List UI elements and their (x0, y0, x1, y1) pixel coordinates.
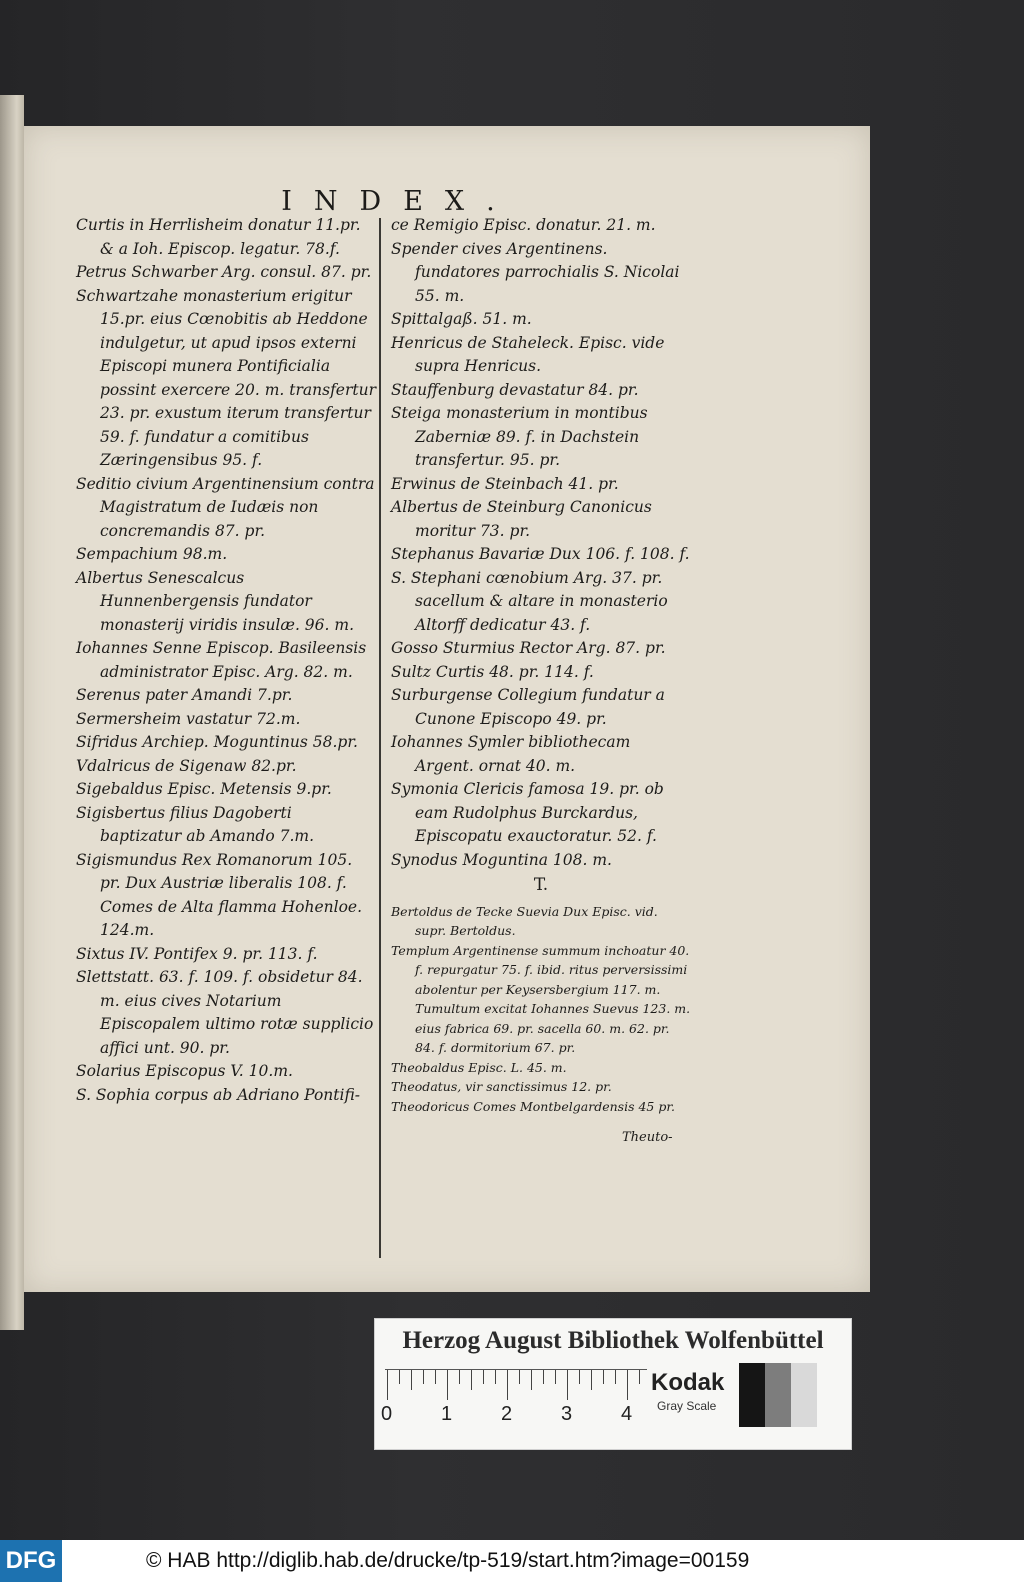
index-entry: Templum Argentinense summum inchoatur 40. f. repurgatur 75. f. ibid. ritus perversissimi abolentur per Keysersbergium 117. m. Tumultum excitat Iohannes Suevus 123. m. eius fabrica 69. pr. sacella 60. m. 62. pr. 84. f. dormitorium 67. pr. (391, 942, 691, 1055)
ruler-tick (411, 1370, 412, 1390)
ruler-tick (639, 1370, 640, 1384)
color-reference-card (374, 1318, 852, 1450)
column-rule (379, 218, 381, 1258)
index-entry: Vdalricus de Sigenaw 82.pr. (76, 756, 297, 775)
ruler-tick (543, 1370, 544, 1384)
ruler-tick (399, 1370, 400, 1384)
index-entry: Synodus Moguntina 108. m. (391, 850, 612, 869)
index-entry: Seditio civium Argentinensium contra Magistratum de Iudæis non concremandis 87. pr. (76, 474, 375, 540)
index-entry: Petrus Schwarber Arg. consul. 87. pr. (76, 263, 372, 281)
index-entry: Curtis in Herrlisheim donatur 11.pr. & a Ioh. Episcop. legatur. 78.f. (76, 216, 361, 258)
gray-patch-black (739, 1363, 765, 1427)
ruler-number: 4 (621, 1403, 633, 1425)
index-entry: Iohannes Senne Episcop. Basileensis administrator Episc. Arg. 82. m. (76, 639, 367, 681)
ruler-tick (531, 1370, 532, 1390)
index-entry: Symonia Clericis famosa 19. pr. ob eam Rudolphus Burckardus, Episcopatu exauctoratur. 52. f. (391, 780, 664, 845)
ruler-tick (495, 1370, 496, 1384)
index-entry: Sifridus Archiep. Moguntinus 58.pr. (76, 733, 358, 751)
library-name: Herzog August Bibliothek Wolfenbüttel (402, 1327, 824, 1354)
page-heading: INDEX. (281, 186, 517, 217)
index-entry: Serenus pater Amandi 7.pr. (76, 686, 293, 704)
index-entry: Albertus Senescalcus Hunnenbergensis fundator monasterij viridis insulæ. 96. m. (76, 568, 355, 634)
ruler-tick (519, 1370, 520, 1384)
ruler-tick (507, 1370, 508, 1400)
index-entry: Spittalgaß. 51. m. (391, 310, 532, 328)
ruler-number: 2 (501, 1403, 513, 1425)
index-entry: Albertus de Steinburg Canonicus moritur 73. pr. (391, 498, 652, 540)
index-entry: S. Sophia corpus ab Adriano Pontifi- (76, 1085, 361, 1104)
index-entry: Solarius Episcopus V. 10.m. (76, 1062, 293, 1080)
index-entry: Bertoldus de Tecke Suevia Dux Episc. vid. supr. Bertoldus. (391, 903, 658, 938)
section-letter: T. (533, 875, 549, 895)
index-entry: Surburgense Collegium fundatur a Cunone Episcopo 49. pr. (391, 686, 665, 728)
index-entry: Schwartzahe monasterium erigitur 15.pr. eius Cœnobitis ab Heddone indulgetur, ut apud ipsos externi Episcopi munera Pontificialia possint exercere 20. m. transfertur 23. pr. exustum iterum transfertur 59. f. fundatur a comitibus Zæringensibus 95. f. (76, 286, 377, 469)
ruler-tick (447, 1370, 448, 1400)
ruler-tick (435, 1370, 436, 1384)
ruler-tick (483, 1370, 484, 1384)
index-entry: Sigismundus Rex Romanorum 105. pr. Dux Austriæ liberalis 108. f. Comes de Alta flamma Hohenloe. 124.m. (76, 850, 363, 939)
index-entry: Gosso Sturmius Rector Arg. 87. pr. (391, 639, 666, 657)
index-entry: Theodoricus Comes Montbelgardensis 45 pr. (391, 1098, 675, 1114)
ruler-number: 0 (381, 1403, 393, 1425)
index-entry: Sixtus IV. Pontifex 9. pr. 113. f. (76, 944, 318, 963)
ruler-tick (459, 1370, 460, 1384)
ruler-tick (603, 1370, 604, 1384)
index-entry: Stauffenburg devastatur 84. pr. (391, 380, 639, 399)
ruler-tick (423, 1370, 424, 1384)
scale-ruler (385, 1369, 647, 1408)
ruler-tick (579, 1370, 580, 1384)
index-entry: Sigebaldus Episc. Metensis 9.pr. (76, 780, 332, 798)
copyright-link[interactable]: © HAB http://diglib.hab.de/drucke/tp-519/start.htm?image=00159 (146, 1549, 750, 1572)
gray-patch-light (791, 1363, 817, 1427)
index-entry: Spender cives Argentinens. fundatores parrochialis S. Nicolai 55. m. (391, 239, 680, 305)
index-entry: Theodatus, vir sanctissimus 12. pr. (391, 1079, 612, 1094)
right-column (391, 214, 691, 1116)
book-page (24, 126, 870, 1292)
ruler-tick (615, 1370, 616, 1384)
index-entry: Theobaldus Episc. L. 45. m. (391, 1059, 567, 1075)
ruler-tick (627, 1370, 628, 1400)
index-entry: Sultz Curtis 48. pr. 114. f. (391, 662, 594, 681)
kodak-logo: Kodak (651, 1369, 725, 1396)
index-entry: Sigisbertus filius Dagoberti baptizatur ab Amando 7.m. (76, 803, 315, 845)
index-entry: Stephanus Bavariæ Dux 106. f. 108. f. (391, 545, 690, 563)
ruler-tick (471, 1370, 472, 1390)
index-entry: S. Stephani cœnobium Arg. 37. pr. sacellum & altare in monasterio Altorff dedicatur 43. f. (391, 568, 668, 634)
gray-scale-label: Gray Scale (657, 1399, 717, 1413)
previous-page-edge (0, 95, 24, 1330)
ruler-tick (555, 1370, 556, 1384)
index-entry: ce Remigio Episc. donatur. 21. m. (391, 216, 656, 234)
index-entry: Slettstatt. 63. f. 109. f. obsidetur 84. m. eius cives Notarium Episcopalem ultimo rotæ supplicio affici unt. 90. pr. (76, 968, 374, 1057)
index-entry: Sermersheim vastatur 72.m. (76, 709, 301, 728)
ruler-number: 3 (561, 1403, 573, 1425)
index-entry: Erwinus de Steinbach 41. pr. (391, 474, 619, 493)
footer-bar (0, 1540, 1024, 1582)
index-entry: Henricus de Staheleck. Episc. vide supra Henricus. (391, 333, 665, 375)
gray-patch-mid (765, 1363, 791, 1427)
ruler-number: 1 (441, 1403, 453, 1425)
ruler-tick (387, 1370, 388, 1400)
dfg-logo: DFG (0, 1540, 62, 1582)
ruler-tick (591, 1370, 592, 1390)
catchword: Theuto- (622, 1130, 673, 1145)
ruler-tick (567, 1370, 568, 1400)
index-entry: Steiga monasterium in montibus Zaberniæ 89. f. in Dachstein transfertur. 95. pr. (391, 404, 648, 469)
index-entry: Sempachium 98.m. (76, 545, 228, 563)
index-entry: Iohannes Symler bibliothecam Argent. ornat 40. m. (391, 733, 631, 775)
left-column (76, 214, 376, 1107)
